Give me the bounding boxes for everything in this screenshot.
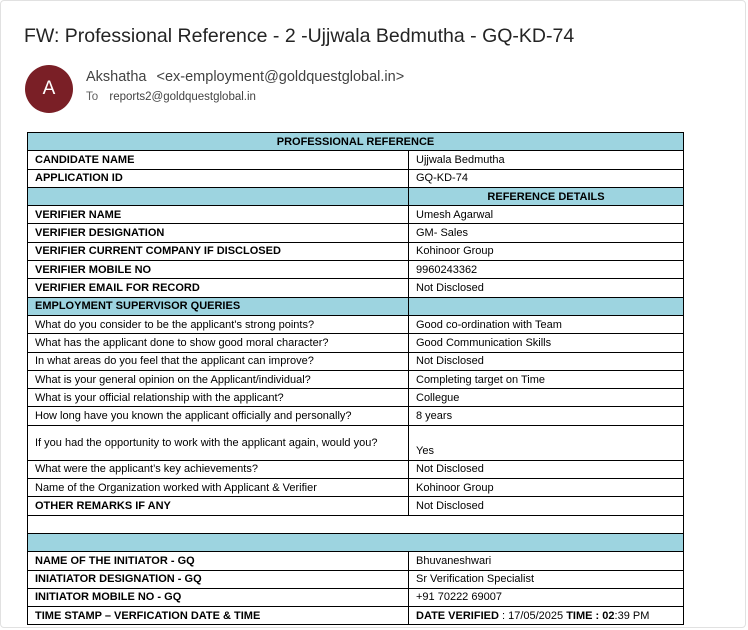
query-label: What has the applicant done to show good moral character?: [28, 334, 409, 352]
table-title-row: [28, 133, 684, 151]
sender-name[interactable]: Akshatha: [86, 69, 147, 85]
timestamp-label: TIME STAMP – VERFICATION DATE & TIME: [28, 607, 409, 625]
table-row: [28, 352, 684, 370]
table-row: [28, 224, 684, 242]
row-value: Bhuvaneshwari: [409, 552, 684, 570]
section-header-row: [28, 297, 684, 315]
table-row: [28, 460, 684, 478]
sender-email[interactable]: <ex-employment@goldquestglobal.in>: [156, 69, 405, 85]
row-label: VERIFIER DESIGNATION: [28, 224, 409, 242]
query-value: 8 years: [409, 407, 684, 425]
date-verified-label: DATE VERIFIED: [416, 609, 499, 622]
spacer-cell: [28, 515, 684, 533]
table-row: [28, 570, 684, 588]
table-row: [28, 169, 684, 187]
query-label: If you had the opportunity to work with the applicant again, would you?: [28, 425, 409, 460]
avatar-initial: A: [42, 78, 56, 99]
query-value: Good co-ordination with Team: [409, 315, 684, 333]
to-label: To: [86, 91, 99, 103]
table-row: [28, 479, 684, 497]
query-label: What do you consider to be the applicant's strong points?: [28, 315, 409, 333]
table-row: [28, 151, 684, 169]
row-value: Ujjwala Bedmutha: [409, 151, 684, 169]
time-rest: :39 PM: [614, 609, 650, 622]
query-label: What were the applicant’s key achievements?: [28, 460, 409, 478]
row-value: Not Disclosed: [409, 497, 684, 515]
email-subject: FW: Professional Reference - 2 -Ujjwala Bedmutha - GQ-KD-74: [24, 25, 575, 47]
table-row: [28, 497, 684, 515]
query-value: Good Communication Skills: [409, 334, 684, 352]
section-header-row: [28, 187, 684, 205]
section-header-blank: [409, 297, 684, 315]
row-label: INITIATOR MOBILE NO - GQ: [28, 588, 409, 606]
row-label: VERIFIER EMAIL FOR RECORD: [28, 279, 409, 297]
table-row: [28, 552, 684, 570]
row-value: +91 70222 69007: [409, 588, 684, 606]
query-value: Collegue: [409, 389, 684, 407]
table-row: [28, 588, 684, 606]
row-label: CANDIDATE NAME: [28, 151, 409, 169]
table-row: [28, 425, 684, 460]
spacer-row: [28, 515, 684, 533]
table-row: [28, 315, 684, 333]
row-value: Kohinoor Group: [409, 242, 684, 260]
table-row: [28, 334, 684, 352]
row-value: Not Disclosed: [409, 279, 684, 297]
reference-details-header: REFERENCE DETAILS: [409, 187, 684, 205]
query-label: Name of the Organization worked with Applicant & Verifier: [28, 479, 409, 497]
table-row: [28, 242, 684, 260]
row-value: Umesh Agarwal: [409, 206, 684, 224]
recipient-line: [86, 91, 256, 103]
table-row: [28, 370, 684, 388]
query-value: Not Disclosed: [409, 352, 684, 370]
query-value: Yes: [409, 425, 684, 460]
row-value: GM- Sales: [409, 224, 684, 242]
row-label: OTHER REMARKS IF ANY: [28, 497, 409, 515]
row-label: APPLICATION ID: [28, 169, 409, 187]
row-value: 9960243362: [409, 261, 684, 279]
queries-header: EMPLOYMENT SUPERVISOR QUERIES: [28, 297, 409, 315]
row-label: VERIFIER MOBILE NO: [28, 261, 409, 279]
table-row: [28, 389, 684, 407]
date-verified-value: : 17/05/2025: [498, 609, 567, 622]
query-value: Not Disclosed: [409, 460, 684, 478]
query-label: What is your official relationship with the applicant?: [28, 389, 409, 407]
table-title: PROFESSIONAL REFERENCE: [28, 133, 684, 151]
table-row: [28, 206, 684, 224]
recipient-address[interactable]: reports2@goldquestglobal.in: [109, 91, 256, 103]
spacer-header-row: [28, 533, 684, 551]
time-hour: 02: [602, 609, 615, 622]
row-label: NAME OF THE INITIATOR - GQ: [28, 552, 409, 570]
row-value: GQ-KD-74: [409, 169, 684, 187]
sender-avatar[interactable]: [25, 65, 73, 113]
row-value: Sr Verification Specialist: [409, 570, 684, 588]
professional-reference-table: [27, 132, 684, 625]
query-label: In what areas do you feel that the applicant can improve?: [28, 352, 409, 370]
query-value: Kohinoor Group: [409, 479, 684, 497]
query-label: What is your general opinion on the Applicant/individual?: [28, 370, 409, 388]
table-row: [28, 607, 684, 625]
row-label: VERIFIER CURRENT COMPANY IF DISCLOSED: [28, 242, 409, 260]
sender-line: [86, 69, 404, 85]
spacer-header-cell: [28, 533, 684, 551]
table-row: [28, 279, 684, 297]
timestamp-value: [409, 607, 684, 625]
row-label: VERIFIER NAME: [28, 206, 409, 224]
row-label: INIATIATOR DESIGNATION - GQ: [28, 570, 409, 588]
query-label: How long have you known the applicant officially and personally?: [28, 407, 409, 425]
time-label: TIME :: [566, 609, 603, 622]
table-row: [28, 407, 684, 425]
query-value: Completing target on Time: [409, 370, 684, 388]
section-header-blank: [28, 187, 409, 205]
table-row: [28, 261, 684, 279]
